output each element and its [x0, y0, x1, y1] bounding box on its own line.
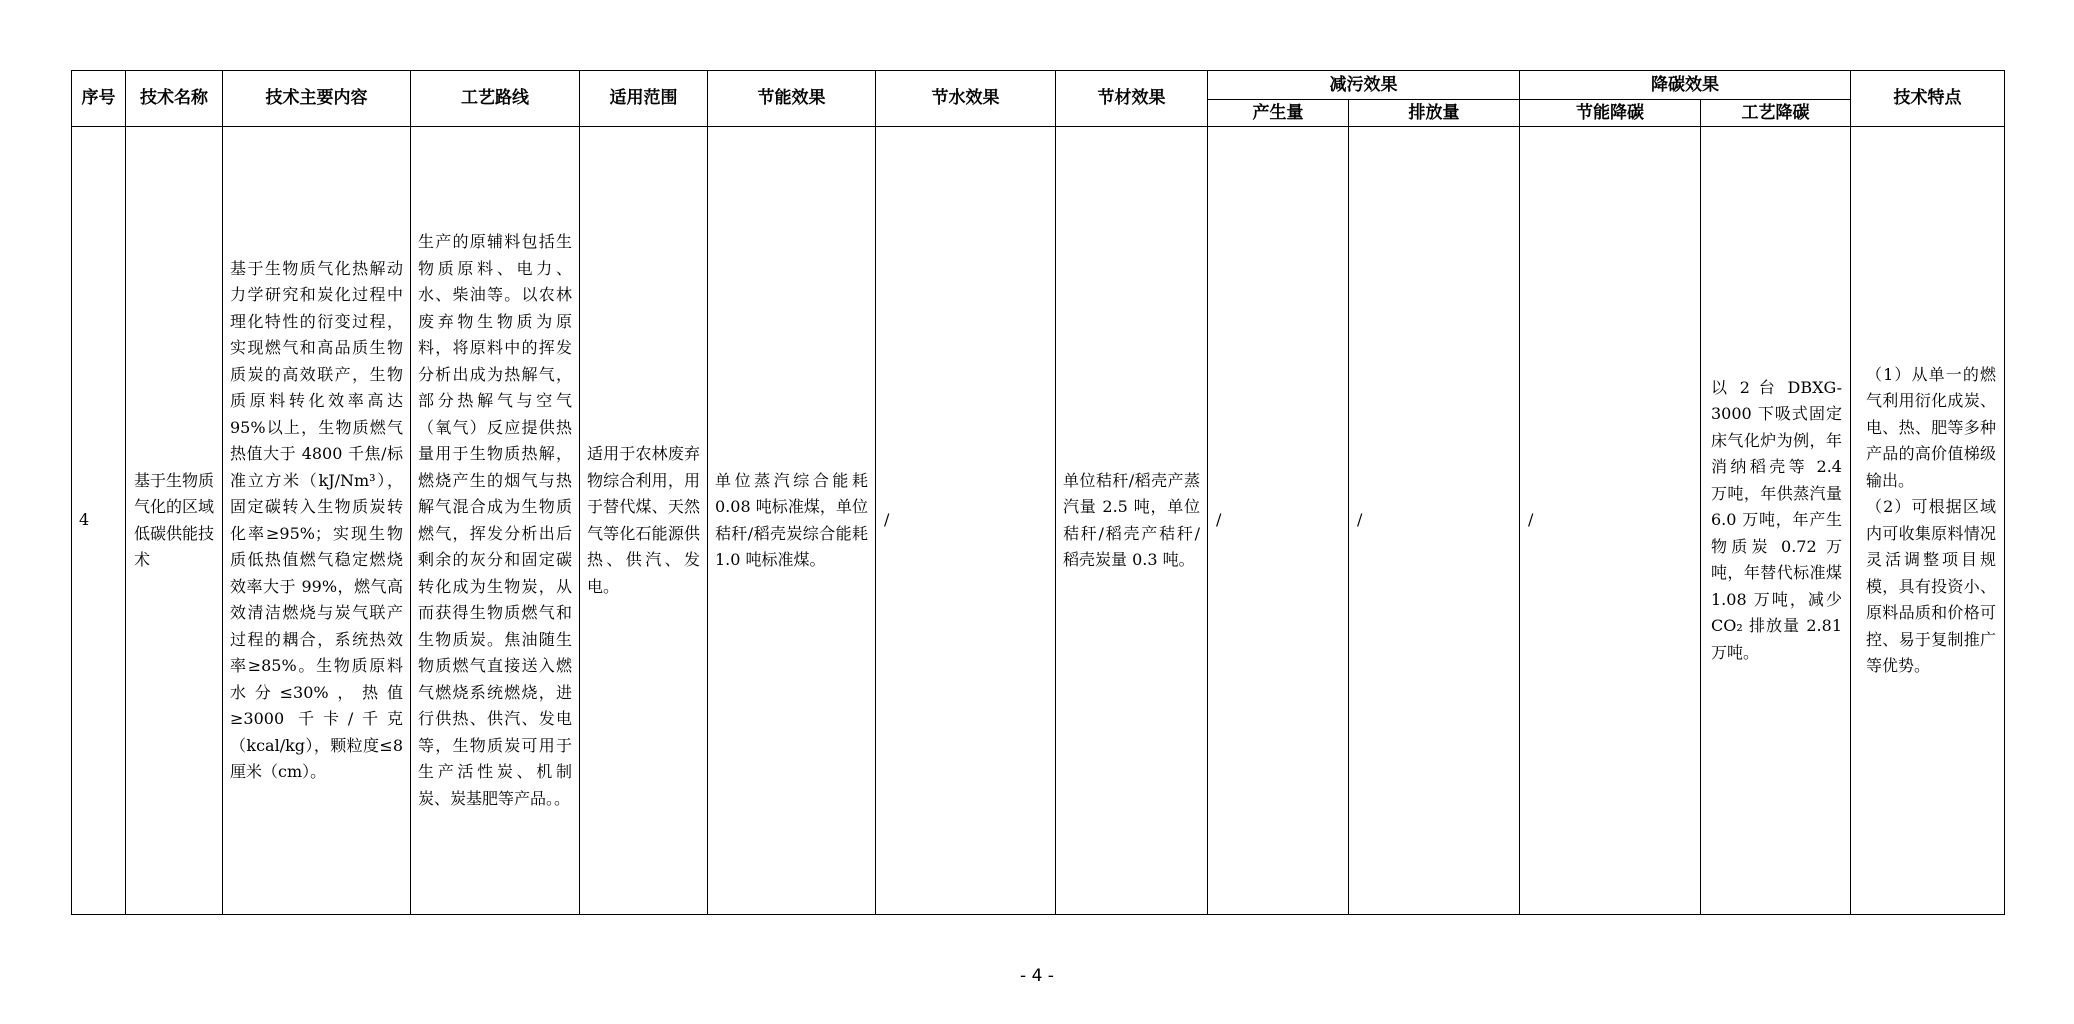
- header-pollution-emission: 排放量: [1349, 100, 1520, 127]
- cell-main-content: 基于生物质气化热解动力学研究和炭化过程中理化特性的衍变过程，实现燃气和高品质生物质炭的高效联产，生物质原料转化效率高达 95%以上，生物质燃气热值大于 4800 千焦/标准立方米（kJ/Nm³），固定碳转入生物质炭转化率≥95%；实现生物质低热值燃气稳定燃烧效率大于 99%，燃气高效清洁燃烧与炭气联产过程的耦合，系统热效率≥85%。生物质原料水分≤30%，热值≥3000 千卡/千克（kcal/kg），颗粒度≤8 厘米（cm）。: [223, 127, 411, 915]
- cell-index: 4: [72, 127, 126, 915]
- header-pollution-reduction: 减污效果: [1208, 71, 1520, 100]
- header-carbon-energy: 节能降碳: [1520, 100, 1701, 127]
- page-number: - 4 -: [1020, 966, 1054, 986]
- header-scope: 适用范围: [580, 71, 708, 127]
- header-energy-saving: 节能效果: [708, 71, 876, 127]
- header-index: 序号: [72, 71, 126, 127]
- table-row: [72, 127, 2005, 915]
- cell-pollution-generation: /: [1208, 127, 1349, 915]
- cell-carbon-energy: /: [1520, 127, 1701, 915]
- header-material-saving: 节材效果: [1056, 71, 1208, 127]
- cell-tech-name: 基于生物质气化的区域低碳供能技术: [126, 127, 223, 915]
- cell-process-route: 生产的原辅料包括生物质原料、电力、水、柴油等。以农林废弃物生物质为原料，将原料中的挥发分析出成为热解气，部分热解气与空气（氧气）反应提供热量用于生物质热解，燃烧产生的烟气与热解气混合成为生物质燃气，挥发分析出后剩余的灰分和固定碳转化成为生物炭，从而获得生物质燃气和生物质炭。焦油随生物质燃气直接送入燃气燃烧系统燃烧，进行供热、供汽、发电等，生物质炭可用于生产活性炭、机制炭、炭基肥等产品。。: [411, 127, 580, 915]
- technology-table: [71, 70, 2005, 915]
- cell-energy-saving: 单位蒸汽综合能耗 0.08 吨标准煤，单位秸秆/稻壳炭综合能耗 1.0 吨标准煤。: [708, 127, 876, 915]
- cell-scope: 适用于农林废弃物综合利用，用于替代煤、天然气等化石能源供热、供汽、发电。: [580, 127, 708, 915]
- header-water-saving: 节水效果: [876, 71, 1056, 127]
- header-carbon-reduction: 降碳效果: [1520, 71, 1851, 100]
- cell-features: （1）从单一的燃气利用衍化成炭、电、热、肥等多种产品的高价值梯级输出。 （2）可根据区域内可收集原料情况灵活调整项目规模，具有投资小、原料品质和价格可控、易于复制推广等优势。: [1851, 127, 2005, 915]
- cell-material-saving: 单位秸秆/稻壳产蒸汽量 2.5 吨，单位秸秆/稻壳产秸秆/稻壳炭量 0.3 吨。: [1056, 127, 1208, 915]
- header-tech-name: 技术名称: [126, 71, 223, 127]
- cell-water-saving: /: [876, 127, 1056, 915]
- header-features: 技术特点: [1851, 71, 2005, 127]
- header-pollution-generation: 产生量: [1208, 100, 1349, 127]
- header-carbon-process: 工艺降碳: [1701, 100, 1851, 127]
- cell-pollution-emission: /: [1349, 127, 1520, 915]
- header-main-content: 技术主要内容: [223, 71, 411, 127]
- cell-carbon-process: 以 2 台 DBXG-3000 下吸式固定床气化炉为例，年消纳稻壳等 2.4 万吨，年供蒸汽量 6.0 万吨，年产生物质炭 0.72 万吨，年替代标准煤 1.08 万吨，减少 CO₂ 排放量 2.81 万吨。: [1701, 127, 1851, 915]
- header-process-route: 工艺路线: [411, 71, 580, 127]
